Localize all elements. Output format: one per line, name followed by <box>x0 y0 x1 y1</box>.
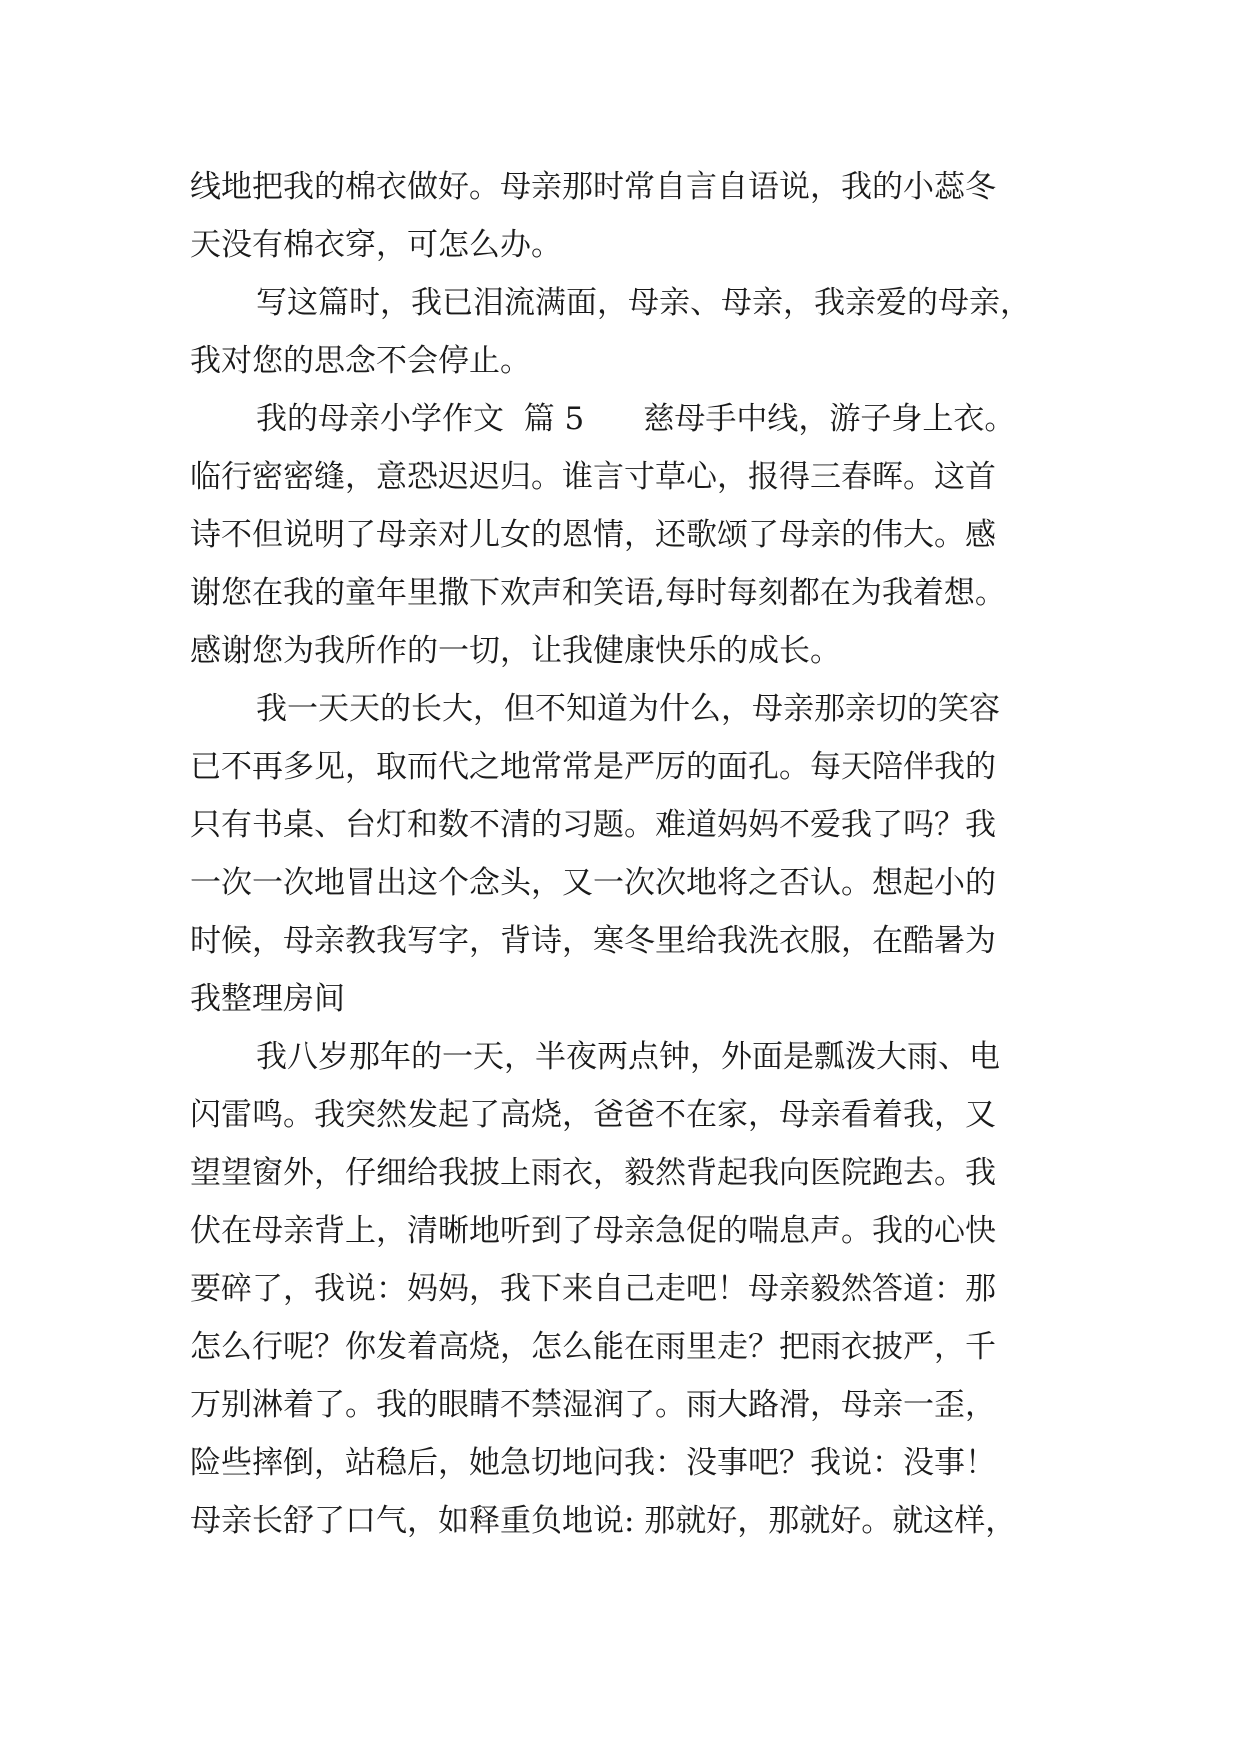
text-line: 线地把我的棉衣做好。母亲那时常自言自语说，我的小蕊冬 <box>190 169 996 205</box>
text-line: 望望窗外，仔细给我披上雨衣，毅然背起我向医院跑去。我 <box>190 1155 996 1191</box>
text-line: 一次一次地冒出这个念头，又一次次地将之否认。想起小的 <box>190 865 996 901</box>
text-line: 谢您在我的童年里撒下欢声和笑语,每时每刻都在为我着想。 <box>190 575 1006 611</box>
text-line: 写这篇时，我已泪流满面，母亲、母亲，我亲爱的母亲， <box>256 285 1031 321</box>
text-line: 时候，母亲教我写字，背诗，寒冬里给我洗衣服，在酷暑为 <box>190 923 996 959</box>
text-line: 要碎了，我说：妈妈，我下来自己走吧！母亲毅然答道：那 <box>190 1271 996 1307</box>
text-line: 我一天天的长大，但不知道为什么，母亲那亲切的笑容 <box>256 691 1000 727</box>
section-heading-line: 我的母亲小学作文 篇 5 慈母手中线，游子身上衣。 <box>256 401 1016 437</box>
text-line: 只有书桌、台灯和数不清的习题。难道妈妈不爱我了吗？我 <box>190 807 996 843</box>
text-line: 险些摔倒，站稳后，她急切地问我：没事吧？我说：没事！ <box>190 1445 996 1481</box>
text-line: 我对您的思念不会停止。 <box>190 343 531 379</box>
text-line: 母亲长舒了口气，如释重负地说: 那就好，那就好。就这样， <box>190 1503 1017 1539</box>
text-line: 怎么行呢？你发着高烧，怎么能在雨里走？把雨衣披严，千 <box>190 1329 996 1365</box>
text-line: 感谢您为我所作的一切，让我健康快乐的成长。 <box>190 633 841 669</box>
text-line: 我八岁那年的一天，半夜两点钟，外面是瓢泼大雨、电 <box>256 1039 1000 1075</box>
text-line: 我整理房间 <box>190 981 345 1017</box>
text-line: 诗不但说明了母亲对儿女的恩情，还歌颂了母亲的伟大。感 <box>190 517 996 553</box>
body-text <box>190 158 1070 1550</box>
text-line: 闪雷鸣。我突然发起了高烧，爸爸不在家，母亲看着我，又 <box>190 1097 996 1133</box>
text-line: 伏在母亲背上，清晰地听到了母亲急促的喘息声。我的心快 <box>190 1213 996 1249</box>
text-line: 天没有棉衣穿，可怎么办。 <box>190 227 562 263</box>
text-line: 已不再多见，取而代之地常常是严厉的面孔。每天陪伴我的 <box>190 749 996 785</box>
text-line: 万别淋着了。我的眼睛不禁湿润了。雨大路滑，母亲一歪， <box>190 1387 996 1423</box>
text-line: 临行密密缝，意恐迟迟归。谁言寸草心，报得三春晖。这首 <box>190 459 996 495</box>
